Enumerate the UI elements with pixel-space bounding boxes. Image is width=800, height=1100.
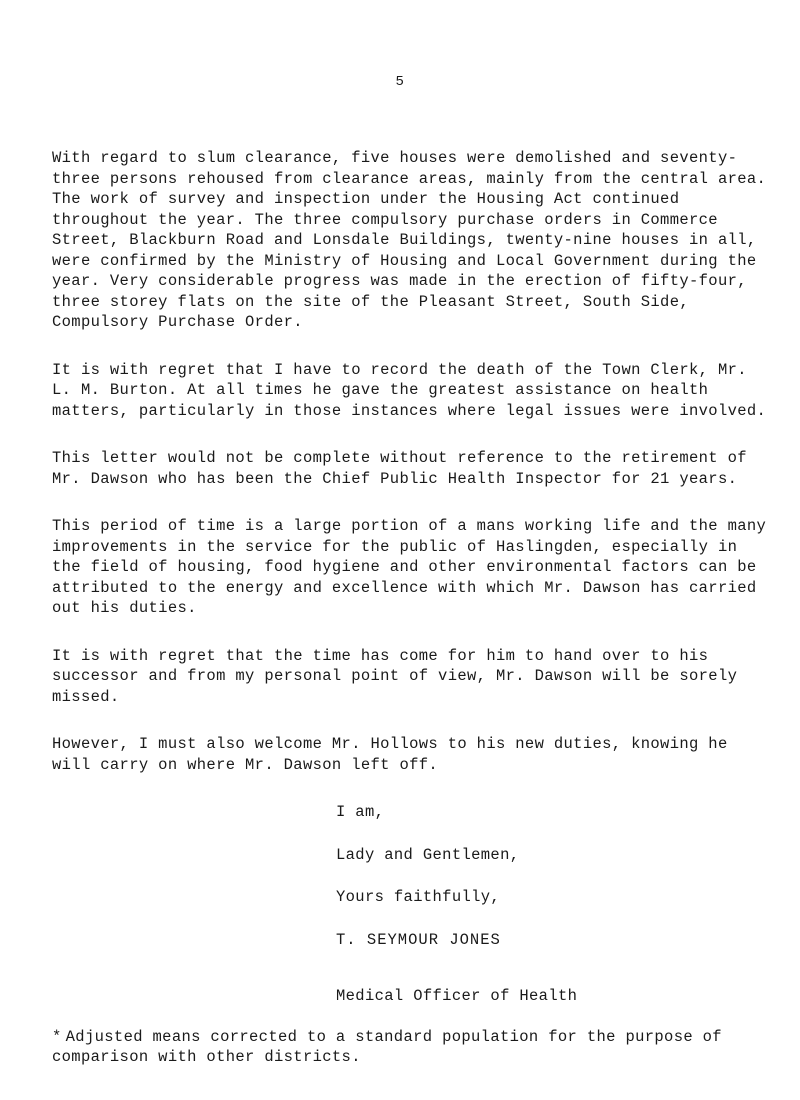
sign-off-block [336,802,772,1007]
footnote-text: Adjusted means corrected to a standard population for the purpose of comparison with other districts. [52,1027,722,1066]
closing-valediction: Yours faithfully, [336,888,501,906]
paragraph-service-period: This period of time is a large portion of a mans working life and the many improvements in the service for the public of Haslingden, especially in the field of housing, food hygiene and other environmental factors can be attributed to the energy and excellence with which Mr. Dawson has carried out his duties. [52,517,767,617]
letter-body [52,148,772,1095]
page-number: 5 [395,74,405,90]
footnote [52,1027,772,1068]
paragraph-town-clerk-death: It is with regret that I have to record the death of the Town Clerk, Mr. L. M. Burton. At all times he gave the greatest assistance on health matters, particularly in those instances where legal issues were involved. [52,360,767,420]
footnote-marker: * [52,1027,62,1046]
paragraph-slum-clearance: With regard to slum clearance, five houses were demolished and seventy-three persons rehoused from clearance areas, mainly from the central area. The work of survey and inspection under the Housing Act continued throughout the year. The three compulsory purchase orders in Commerce Street, Blackburn Road and Lonsdale Buildings, twenty-nine houses in all, were confirmed by the Ministry of Housing and Local Government during the year. Very considerable progress was made in the erection of fifty-four, three storey flats on the site of the Pleasant Street, South Side, Compulsory Purchase Order. [52,149,767,331]
closing-salutation: Lady and Gentlemen, [336,845,520,864]
paragraph-retirement: This letter would not be complete without reference to the retirement of Mr. Dawson who has been the Chief Public Health Inspector for 21 years. [52,449,747,488]
paragraph-welcome: However, I must also welcome Mr. Hollows to his new duties, knowing he will carry on where Mr. Dawson left off. [52,735,728,774]
closing-i-am: I am, [336,803,385,821]
paragraph-successor: It is with regret that the time has come for him to hand over to his successor and from my personal point of view, Mr. Dawson will be sorely missed. [52,646,738,706]
signatory-title: Medical Officer of Health [336,987,578,1005]
signature-name: T. SEYMOUR JONES [336,930,501,949]
